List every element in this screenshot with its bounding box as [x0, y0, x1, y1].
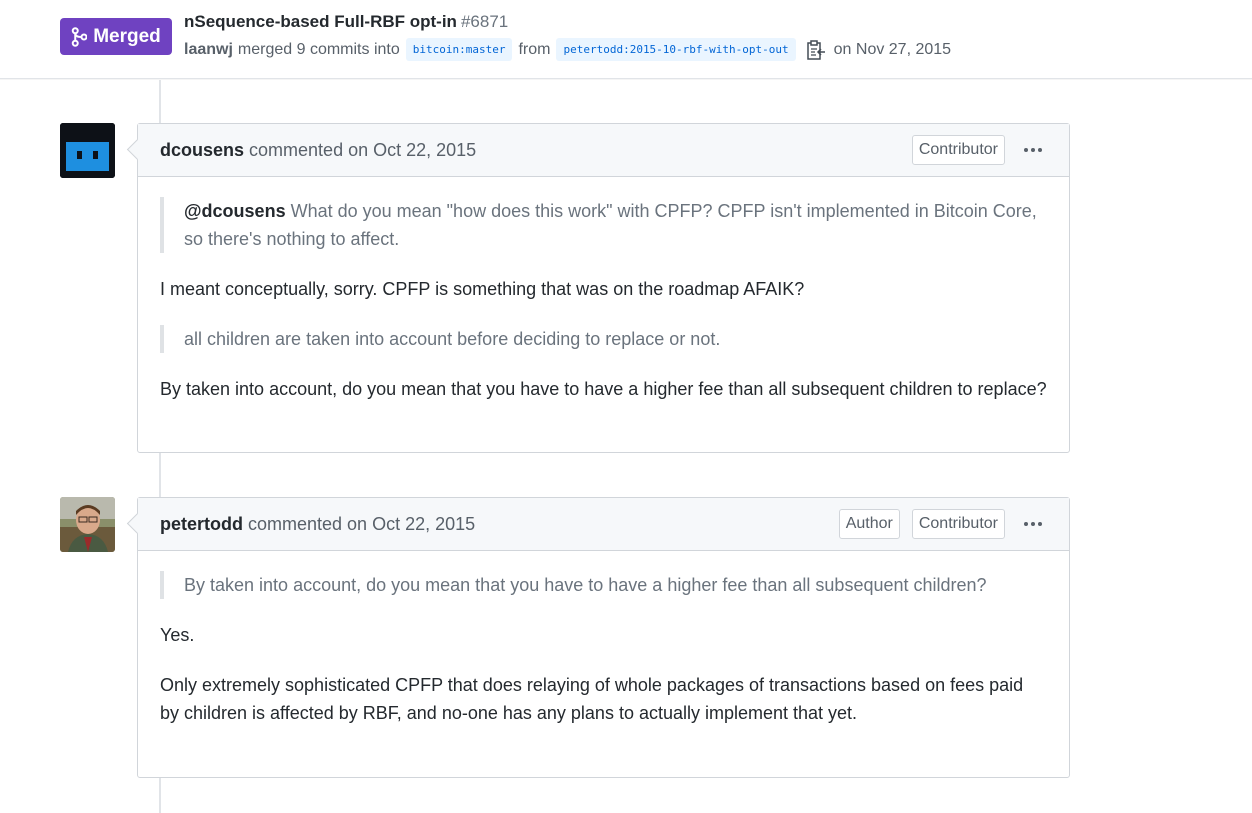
from-text: from	[518, 40, 551, 58]
timeline-line	[159, 777, 161, 813]
base-branch-link[interactable]: bitcoin:master	[406, 38, 513, 61]
quote-block: By taken into account, do you mean that you have to have a higher fee than all subsequent children?	[160, 571, 1047, 599]
merged-status-badge	[60, 18, 172, 55]
contributor-label: Contributor	[912, 509, 1005, 539]
comment-header	[138, 124, 1069, 177]
comment-card	[137, 123, 1070, 453]
pr-meta	[184, 38, 951, 61]
avatar-petertodd[interactable]	[60, 497, 115, 552]
comment-header	[138, 498, 1069, 551]
head-branch-link[interactable]: petertodd:2015-10-rbf-with-opt-out	[556, 38, 795, 61]
git-merge-icon	[71, 27, 87, 47]
comment-paragraph: I meant conceptually, sorry. CPFP is something that was on the roadmap AFAIK?	[160, 279, 805, 299]
merged-commits-text: merged 9 commits into	[237, 40, 400, 58]
comment-body	[138, 177, 1069, 421]
merger-username-link[interactable]: laanwj	[184, 40, 233, 58]
comment-header-actions	[912, 135, 1047, 165]
copy-branch-icon[interactable]	[806, 39, 826, 61]
comment-timestamp[interactable]: commented on Oct 22, 2015	[249, 139, 477, 160]
comment-author-link[interactable]: petertodd	[160, 513, 243, 534]
kebab-menu-icon[interactable]	[1019, 522, 1047, 526]
comment-timestamp[interactable]: commented on Oct 22, 2015	[248, 513, 476, 534]
pr-title	[184, 12, 508, 32]
timeline-line	[159, 80, 161, 125]
author-label: Author	[839, 509, 900, 539]
merged-status-label: Merged	[93, 25, 161, 47]
pr-number: #6871	[460, 12, 509, 31]
quote-block	[160, 197, 1047, 253]
quote-text: What do you mean "how does this work" with CPFP? CPFP isn't implemented in Bitcoin Core, so there's nothing to affect.	[184, 201, 1037, 249]
quote-block: all children are taken into account before deciding to replace or not.	[160, 325, 1047, 353]
merge-date: on Nov 27, 2015	[833, 40, 952, 58]
comment-paragraph: Only extremely sophisticated CPFP that does relaying of whole packages of transactions based on fees paid by children is affected by RBF, and no-one has any plans to actually implement that yet.	[160, 675, 1024, 723]
kebab-menu-icon[interactable]	[1019, 148, 1047, 152]
timeline-line	[159, 452, 161, 498]
identicon-image	[60, 123, 115, 178]
comment-paragraph: By taken into account, do you mean that you have to have a higher fee than all subsequent children to replace?	[160, 379, 1047, 399]
pr-header	[0, 0, 1252, 79]
comment-body	[138, 551, 1069, 745]
comment-header-actions	[839, 509, 1047, 539]
comment-paragraph: Yes.	[160, 625, 195, 645]
profile-photo	[60, 497, 115, 552]
comment-card	[137, 497, 1070, 778]
comment-author-link[interactable]: dcousens	[160, 139, 245, 160]
avatar-dcousens[interactable]	[60, 123, 115, 178]
pr-title-text: nSequence-based Full-RBF opt-in	[184, 12, 457, 31]
user-mention-link[interactable]: @dcousens	[184, 201, 286, 221]
contributor-label: Contributor	[912, 135, 1005, 165]
